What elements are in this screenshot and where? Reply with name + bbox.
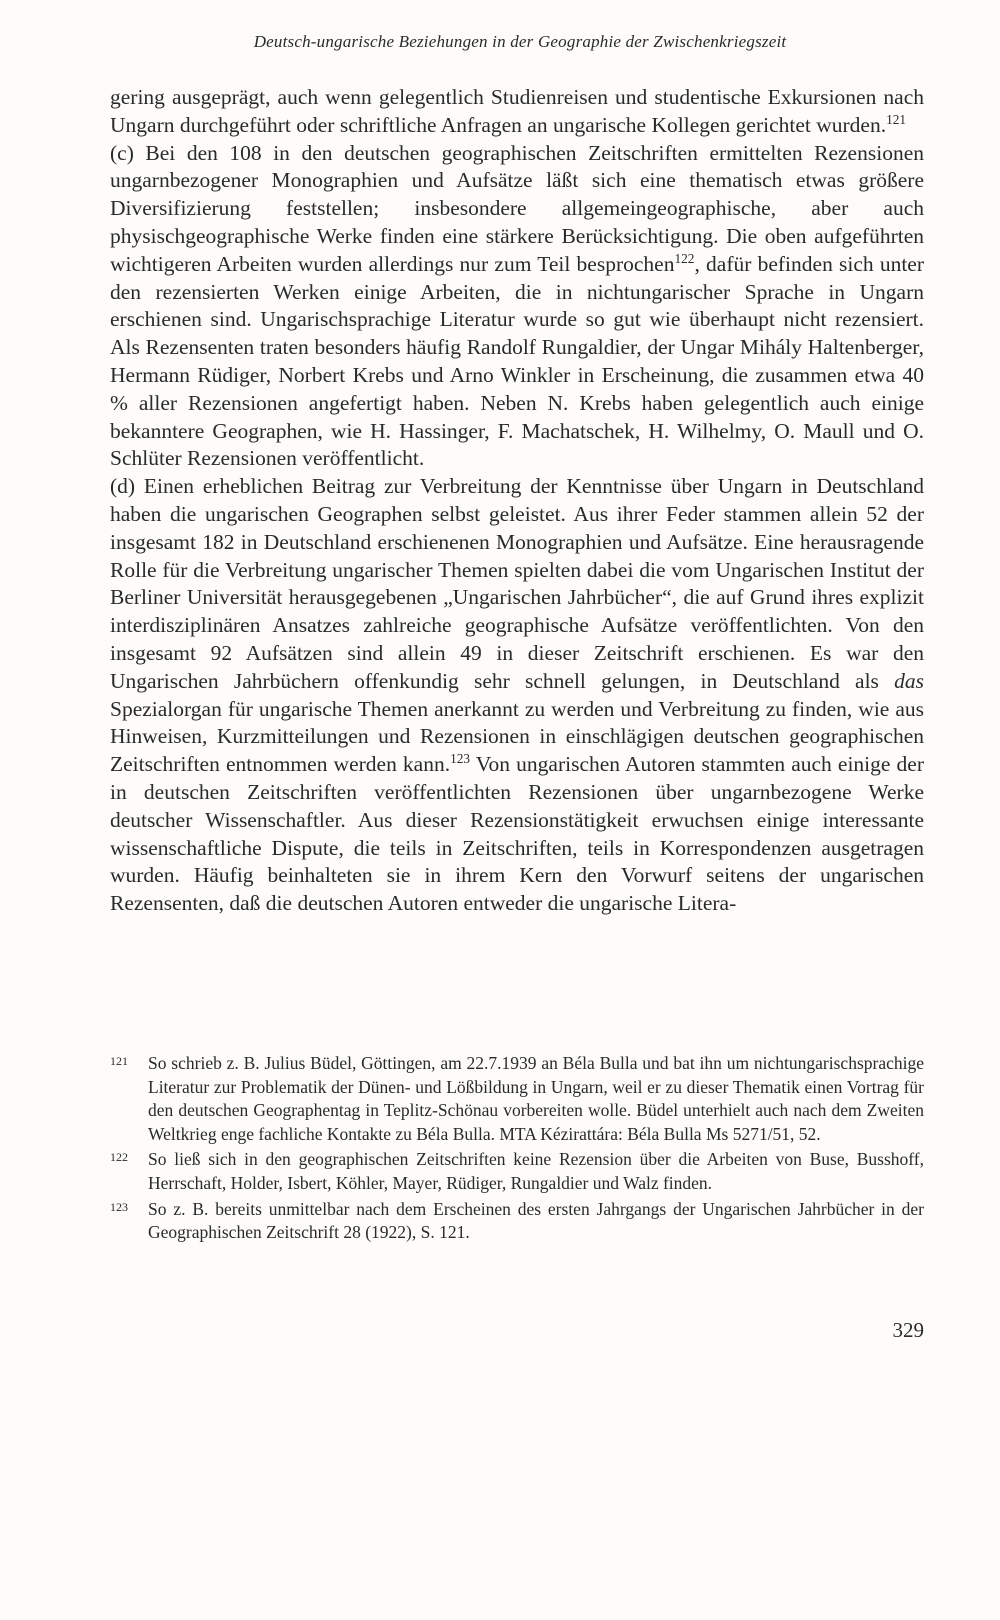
paragraph-text: (c) Bei den 108 in den deutschen geographischen Zeitschriften ermittelten Rezensionen ungarnbezogener Monographien und Aufsätze läßt sich eine thematisch etwas größere Diversifizierung feststellen; insbesondere allgemeingeographische, aber auch physischgeographische Werke finden eine stärkere Berücksichtigung. Die oben aufgeführten wichtigeren Arbeiten wurden allerdings nur zum Teil besprochen — [110, 140, 924, 276]
footnote — [110, 1052, 924, 1146]
footnote-text: So z. B. bereits unmittelbar nach dem Erscheinen des ersten Jahrgangs der Ungarischen Jahrbücher in der Geographischen Zeitschrift 28 (1922), S. 121. — [148, 1198, 924, 1243]
paragraph-text: , dafür befinden sich unter den rezensierten Werken einige Arbeiten, die in nichtungarischer Sprache in Ungarn erschienen sind. Ungarischsprachige Literatur wurde so gut wie überhaupt nicht rezensiert. Als Rezensenten traten besonders häufig Randolf Rungaldier, der Ungar Mihály Haltenberger, Hermann Rüdiger, Norbert Krebs und Arno Winkler in Erscheinung, die zusammen etwa 40 % aller Rezensionen angefertigt haben. Neben N. Krebs haben gelegentlich auch einige bekanntere Geographen, wie H. Hassinger, F. Machatschek, H. Wilhelmy, O. Maull und O. Schlüter Rezensionen veröffentlicht. — [110, 251, 925, 471]
footnote-number: 122 — [110, 1150, 128, 1165]
emphasis: das — [894, 668, 924, 693]
footnote — [110, 1198, 924, 1245]
paragraph-text: (d) Einen erheblichen Beitrag zur Verbreitung der Kenntnisse über Ungarn in Deutschland haben die ungarischen Geographen selbst geleistet. Aus ihrer Feder stammen allein 52 der insgesamt 182 in Deutschland erschienenen Monographien und Aufsätze. Eine herausragende Rolle für die Verbreitung ungarischer Themen spielten dabei die vom Ungarischen Institut der Berliner Universität herausgegebenen „Ungarischen Jahrbücher“, die auf Grund ihres explizit interdisziplinären Ansatzes zahlreiche geographische Aufsätze veröffentlichten. Von den insgesamt 92 Aufsätzen sind allein 49 in dieser Zeitschrift erschienen. Es war den Ungarischen Jahrbüchern offenkundig sehr schnell gelungen, in Deutschland als — [110, 474, 924, 693]
footnote-ref[interactable]: 123 — [450, 750, 471, 766]
paragraph — [110, 473, 924, 918]
footnote-text: So schrieb z. B. Julius Büdel, Göttingen, am 22.7.1939 an Béla Bulla und bat ihn um nichtungarischsprachige Literatur zur Problematik der Dünen- und Lößbildung in Ungarn, weil er zu dieser Thematik einen Vortrag für den deutschen Geographentag in Teplitz-Schönau vorbereiten wolle. Büdel unterhielt auch nach dem Zweiten Weltkrieg enge fachliche Kontakte zu Béla Bulla. MTA Kézirattára: Béla Bulla Ms 5271/51, 52. — [148, 1053, 924, 1144]
footnote-number: 123 — [110, 1199, 128, 1214]
paragraph — [110, 140, 924, 474]
paragraph-text: Spezialorgan für ungarische Themen anerkannt zu werden und Verbreitung zu finden, wie aus Hinweisen, Kurzmitteilungen und Rezensionen in einschlägigen deutschen geographischen Zeitschriften entnommen werden kann. — [110, 696, 924, 777]
running-title: Deutsch-ungarische Beziehungen in der Geographie der Zwischenkriegszeit — [253, 32, 787, 51]
footnote-number: 121 — [110, 1054, 128, 1068]
paragraph — [110, 84, 924, 140]
footnote-text: So ließ sich in den geographischen Zeitschriften keine Rezension über die Arbeiten von Buse, Busshoff, Herrschaft, Holder, Isbert, Köhler, Mayer, Rüdiger, Rungaldier und Walz finden. — [148, 1149, 924, 1193]
page-number: 329 — [892, 1318, 924, 1342]
footnote-ref[interactable]: 121 — [886, 111, 907, 127]
paragraph-text: gering ausgeprägt, auch wenn gelegentlich Studienreisen und studentische Exkursionen nach Ungarn durchgeführt oder schriftliche Anfragen an ungarische Kollegen gerichtet wurden. — [110, 85, 924, 137]
footnote — [110, 1148, 924, 1195]
main-text — [110, 84, 924, 918]
paragraph-text: Von ungarischen Autoren stammten auch einige der in deutschen Zeitschriften veröffentlichten Rezensionen über ungarnbezogene Werke deutscher Wissenschaftler. Aus dieser Rezensionstätigkeit erwuchsen einige interessante wissenschaftliche Dispute, die teils in Zeitschriften, teils in Korrespondenzen ausgetragen wurden. Häufig beinhalteten sie in ihrem Kern den Vorwurf seitens der ungarischen Rezensenten, daß die deutschen Autoren entweder die ungarische Litera- — [110, 752, 924, 916]
footnotes — [110, 1052, 924, 1247]
footnote-ref[interactable]: 122 — [674, 250, 695, 266]
